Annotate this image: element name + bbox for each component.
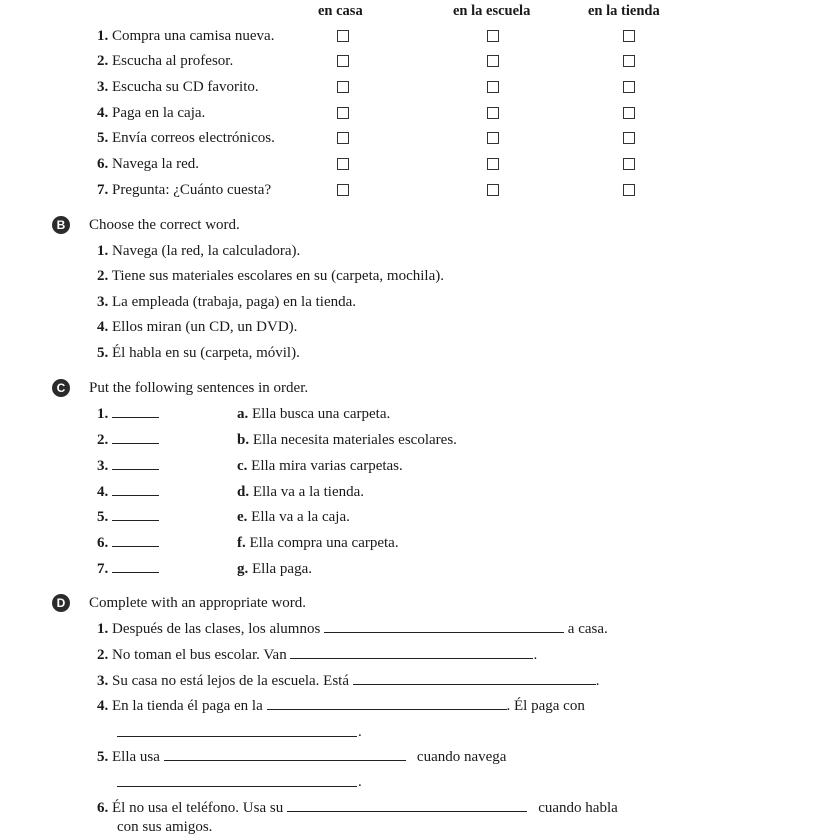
- checkbox-tienda-7[interactable]: [623, 184, 635, 196]
- table-row: 2. Escucha al profesor.: [97, 53, 234, 69]
- table-row: 1. Compra una camisa nueva.: [97, 28, 275, 44]
- answer-blank[interactable]: [290, 646, 533, 659]
- checkbox-escuela-7[interactable]: [487, 184, 499, 196]
- answer-line[interactable]: [117, 786, 357, 787]
- sentence-option: f. Ella compra una carpeta.: [237, 535, 399, 551]
- order-slot[interactable]: 2.: [97, 431, 159, 449]
- checkbox-escuela-2[interactable]: [487, 55, 499, 67]
- list-item: 1. Navega (la red, la calculadora).: [97, 243, 301, 259]
- list-item: 4. En la tienda él paga en la . Él paga con: [97, 698, 585, 714]
- list-item: 4. Ellos miran (un CD, un DVD).: [97, 319, 298, 335]
- answer-blank[interactable]: [287, 799, 527, 812]
- checkbox-casa-1[interactable]: [337, 30, 349, 42]
- continuation-text: con sus amigos.: [117, 819, 213, 835]
- table-row: 5. Envía correos electrónicos.: [97, 130, 275, 146]
- order-slot[interactable]: 3.: [97, 457, 159, 475]
- list-item: 3. La empleada (trabaja, paga) en la tienda.: [97, 294, 357, 310]
- answer-blank[interactable]: [324, 620, 564, 633]
- section-b-instruction: Choose the correct word.: [89, 217, 240, 233]
- sentence-option: g. Ella paga.: [237, 561, 312, 577]
- checkbox-tienda-2[interactable]: [623, 55, 635, 67]
- period: .: [358, 724, 362, 740]
- checkbox-tienda-5[interactable]: [623, 132, 635, 144]
- answer-blank[interactable]: [164, 748, 406, 761]
- checkbox-escuela-4[interactable]: [487, 107, 499, 119]
- list-item: 5. Él habla en su (carpeta, móvil).: [97, 345, 300, 361]
- section-c-badge: C: [52, 379, 70, 397]
- sentence-option: e. Ella va a la caja.: [237, 509, 350, 525]
- answer-blank[interactable]: [112, 560, 159, 573]
- sentence-option: b. Ella necesita materiales escolares.: [237, 432, 457, 448]
- checkbox-casa-3[interactable]: [337, 81, 349, 93]
- table-row: 6. Navega la red.: [97, 156, 200, 172]
- list-item: 2. No toman el bus escolar. Van .: [97, 647, 538, 663]
- section-c-instruction: Put the following sentences in order.: [89, 380, 309, 396]
- order-slot[interactable]: 6.: [97, 534, 159, 552]
- column-header-en-casa: en casa: [318, 3, 363, 19]
- order-slot[interactable]: 7.: [97, 560, 159, 578]
- checkbox-escuela-6[interactable]: [487, 158, 499, 170]
- sentence-option: d. Ella va a la tienda.: [237, 484, 365, 500]
- answer-blank[interactable]: [112, 508, 159, 521]
- table-row: 3. Escucha su CD favorito.: [97, 79, 259, 95]
- list-item: 3. Su casa no está lejos de la escuela. Está .: [97, 673, 600, 689]
- checkbox-casa-5[interactable]: [337, 132, 349, 144]
- checkbox-escuela-3[interactable]: [487, 81, 499, 93]
- answer-blank[interactable]: [112, 405, 159, 418]
- column-header-en-la-escuela: en la escuela: [453, 3, 531, 19]
- period: .: [358, 774, 362, 790]
- checkbox-casa-4[interactable]: [337, 107, 349, 119]
- checkbox-escuela-5[interactable]: [487, 132, 499, 144]
- checkbox-tienda-6[interactable]: [623, 158, 635, 170]
- answer-blank[interactable]: [112, 534, 159, 547]
- checkbox-tienda-4[interactable]: [623, 107, 635, 119]
- checkbox-casa-6[interactable]: [337, 158, 349, 170]
- checkbox-tienda-3[interactable]: [623, 81, 635, 93]
- answer-line[interactable]: [117, 736, 357, 737]
- sentence-option: a. Ella busca una carpeta.: [237, 406, 391, 422]
- checkbox-casa-7[interactable]: [337, 184, 349, 196]
- checkbox-casa-2[interactable]: [337, 55, 349, 67]
- order-slot[interactable]: 1.: [97, 405, 159, 423]
- list-item: 5. Ella usa cuando navega: [97, 749, 507, 765]
- list-item: 1. Después de las clases, los alumnos a casa.: [97, 621, 608, 637]
- section-d-instruction: Complete with an appropriate word.: [89, 595, 307, 611]
- answer-blank[interactable]: [112, 483, 159, 496]
- checkbox-tienda-1[interactable]: [623, 30, 635, 42]
- answer-blank[interactable]: [112, 457, 159, 470]
- answer-blank[interactable]: [112, 431, 159, 444]
- list-item: 2. Tiene sus materiales escolares en su (carpeta, mochila).: [97, 268, 444, 284]
- answer-blank[interactable]: [353, 672, 596, 685]
- section-d-badge: D: [52, 594, 70, 612]
- sentence-option: c. Ella mira varias carpetas.: [237, 458, 403, 474]
- order-slot[interactable]: 4.: [97, 483, 159, 501]
- list-item: 6. Él no usa el teléfono. Usa su cuando habla: [97, 800, 618, 816]
- section-b-badge: B: [52, 216, 70, 234]
- table-row: 4. Paga en la caja.: [97, 105, 206, 121]
- table-row: 7. Pregunta: ¿Cuánto cuesta?: [97, 182, 272, 198]
- answer-blank[interactable]: [267, 697, 507, 710]
- column-header-en-la-tienda: en la tienda: [588, 3, 660, 19]
- order-slot[interactable]: 5.: [97, 508, 159, 526]
- checkbox-escuela-1[interactable]: [487, 30, 499, 42]
